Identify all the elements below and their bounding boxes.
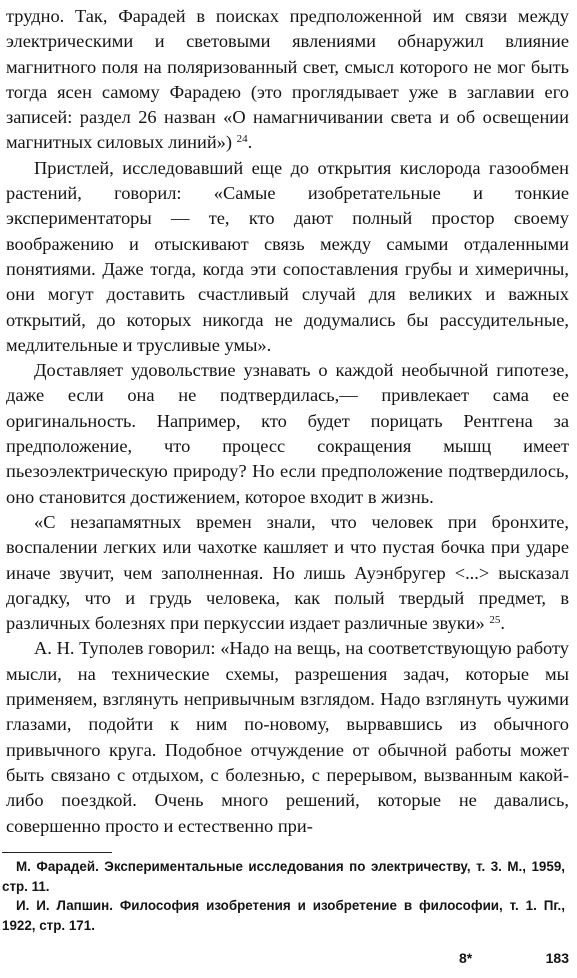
footnote-divider — [2, 852, 112, 853]
paragraph: А. Н. Туполев говорил: «Надо на вещь, на соответствующую работу мысли, на технические схемы, разрешения задач, которые мы применяем, взглянуть непривычным взглядом. Надо взглянуть чужими глазами, подойти к ним по-новому, вырвавшись из обычного привычного круга. Подобное отчуждение от обычной работы может быть связано с отдыхом, с болезнью, с перерывом, вызванным какой-либо поездкой. Очень много решений, которые не давались, совершенно просто и естественно при- — [6, 638, 569, 836]
paragraph: Пристлей, исследовавший еще до открытия кислорода газообмен растений, говорил: «Самые изобретательные и тонкие экспериментаторы — те, кто дают полный простор своему воображению и отыскивают связь между самыми отдаленными понятиями. Даже тогда, когда эти сопоставления грубы и химеричны, они могут доставить счастливый случай для великих и важных открытий, до которых никогда не додумались бы рассудительные, медлительные и трусливые умы». — [6, 157, 569, 355]
footnote-ref: 24 — [236, 133, 248, 146]
footnote: М. Фарадей. Экспериментальные исследования по электричеству, т. 3. М., 1959, стр. 11. — [2, 859, 565, 894]
paragraph: Доставляет удовольствие узнавать о каждой необычной гипотезе, даже если она не подтвердилась,— привлекает сама ее оригинальность. Например, кто будет порицать Рентгена за предположение, что процесс сокращения мышц имеет пьезоэлектрическую природу? Но если предположение подтвердилось, оно становится достижением, которое входит в жизнь. — [6, 360, 569, 507]
page-body — [6, 4, 569, 839]
paragraph-text: трудно. Так, Фарадей в поисках предположенной им связи между электрическими и световыми явлениями обнаружил влияние магнитного поля на поляризованный свет, смысл которого не мог быть тогда ясен самому Фарадею (это проглядывает уже в заглавии его записей: раздел 26 назван «О намагничивании света и об освещении магнитных силовых линий») — [6, 6, 569, 153]
paragraph-end-punct: . — [247, 132, 253, 153]
paragraph — [6, 4, 569, 156]
paragraph: «С незапамятных времен знали, что человек при бронхите, воспалении легких или чахотке кашляет и что пустая бочка при ударе иначе звучит, чем заполненная. Но лишь Ауэнбругер <...> высказал догадку, что и грудь человека, как полый твердый предмет, в различных болезнях при перкуссии издает различные звуки» $^{25}$. — [6, 511, 569, 634]
footnotes — [2, 857, 565, 935]
page-number: 183 — [545, 950, 569, 966]
printer-signature: 8* — [459, 950, 473, 966]
paragraph-text: «С незапамятных времен знали, что человек при бронхите, воспалении легких или чахотке кашляет и что пустая бочка при ударе иначе звучит, чем заполненная. Но лишь Ауэнбругер <...> высказал догадку, что и грудь человека, как полый твердый предмет, в различных болезнях при перкуссии издает различные звуки» — [6, 511, 569, 634]
footnote-ref: 25 — [489, 614, 501, 627]
footnote: И. И. Лапшин. Философия изобретения и изобретение в философии, т. 1. Пг., 1922, стр. 171. — [2, 898, 565, 933]
